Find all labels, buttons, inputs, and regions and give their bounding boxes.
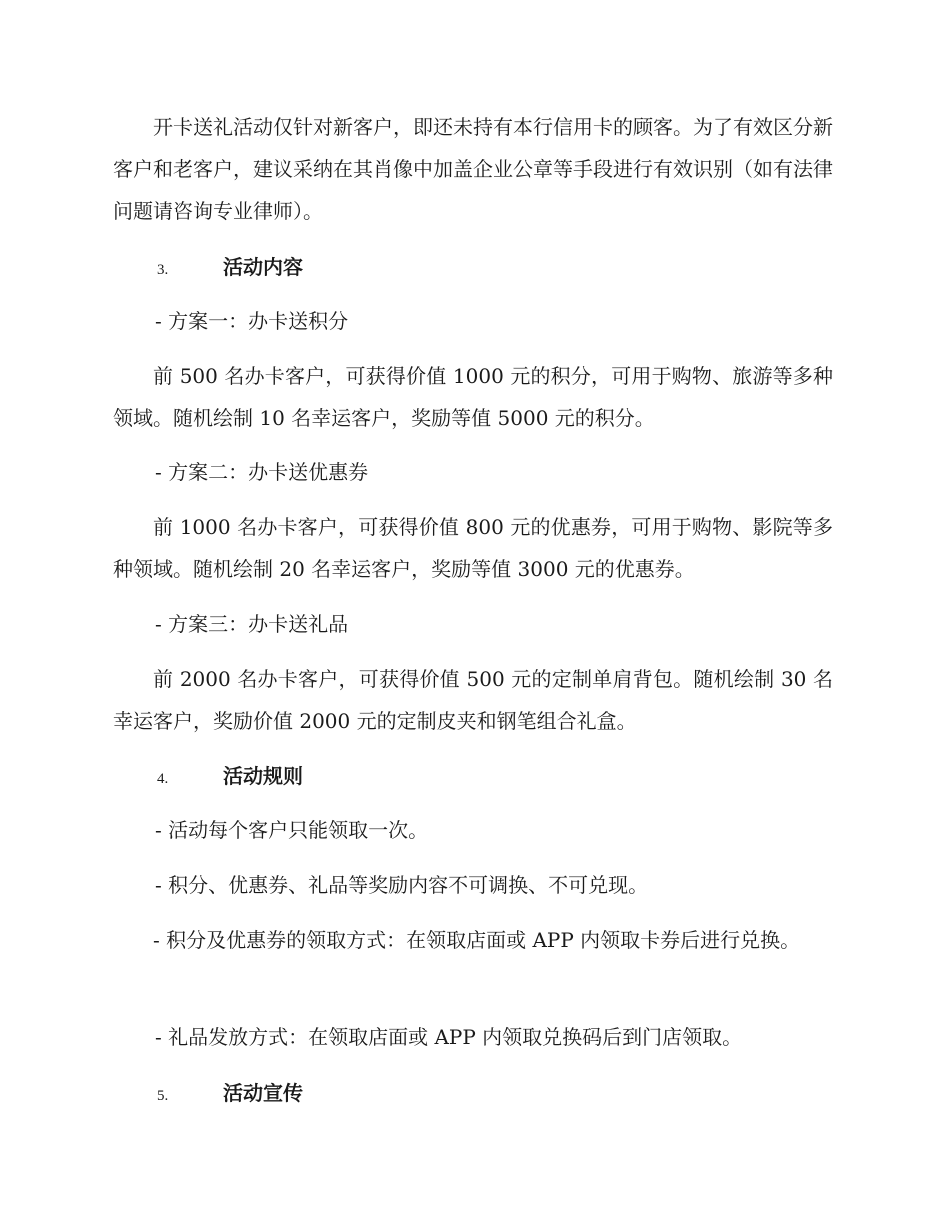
intro-paragraph: 开卡送礼活动仅针对新客户，即还未持有本行信用卡的顾客。为了有效区分新客户和老客户，建议采纳在其肖像中加盖企业公章等手段进行有效识别（如有法律问题请咨询专业律师）。	[113, 115, 833, 223]
plan-1-text: 前 500 名办卡客户，可获得价值 1000 元的积分，可用于购物、旅游等多种领域。随机绘制 10 名幸运客户，奖励等值 5000 元的积分。	[113, 364, 833, 430]
plan-1-label: - 方案一：办卡送积分	[155, 309, 349, 333]
plan-3-text: 前 2000 名办卡客户，可获得价值 500 元的定制单肩背包。随机绘制 30 名幸运客户，奖励价值 2000 元的定制皮夹和钢笔组合礼盒。	[113, 667, 833, 733]
section-3-title: 活动内容	[223, 255, 303, 279]
rule-2: - 积分、优惠券、礼品等奖励内容不可调换、不可兑现。	[155, 873, 649, 897]
section-4-title: 活动规则	[223, 764, 303, 788]
section-5-number: 5.	[157, 1088, 169, 1104]
section-5-title: 活动宣传	[223, 1081, 303, 1105]
section-3-heading	[157, 246, 877, 291]
rule-3: - 积分及优惠券的领取方式：在领取店面或 APP 内领取卡券后进行兑换。	[153, 928, 801, 952]
section-3-number: 3.	[157, 262, 169, 278]
plan-3-label: - 方案三：办卡送礼品	[155, 612, 349, 636]
plan-2-label: - 方案二：办卡送优惠券	[155, 460, 369, 484]
rule-1: - 活动每个客户只能领取一次。	[155, 818, 429, 842]
rule-4: - 礼品发放方式：在领取店面或 APP 内领取兑换码后到门店领取。	[155, 1025, 743, 1049]
plan-2-text: 前 1000 名办卡客户，可获得价值 800 元的优惠券，可用于购物、影院等多种领域。随机绘制 20 名幸运客户，奖励等值 3000 元的优惠券。	[113, 515, 833, 581]
section-4-number: 4.	[157, 771, 169, 787]
section-5-heading	[157, 1072, 877, 1117]
section-4-heading	[157, 755, 877, 800]
